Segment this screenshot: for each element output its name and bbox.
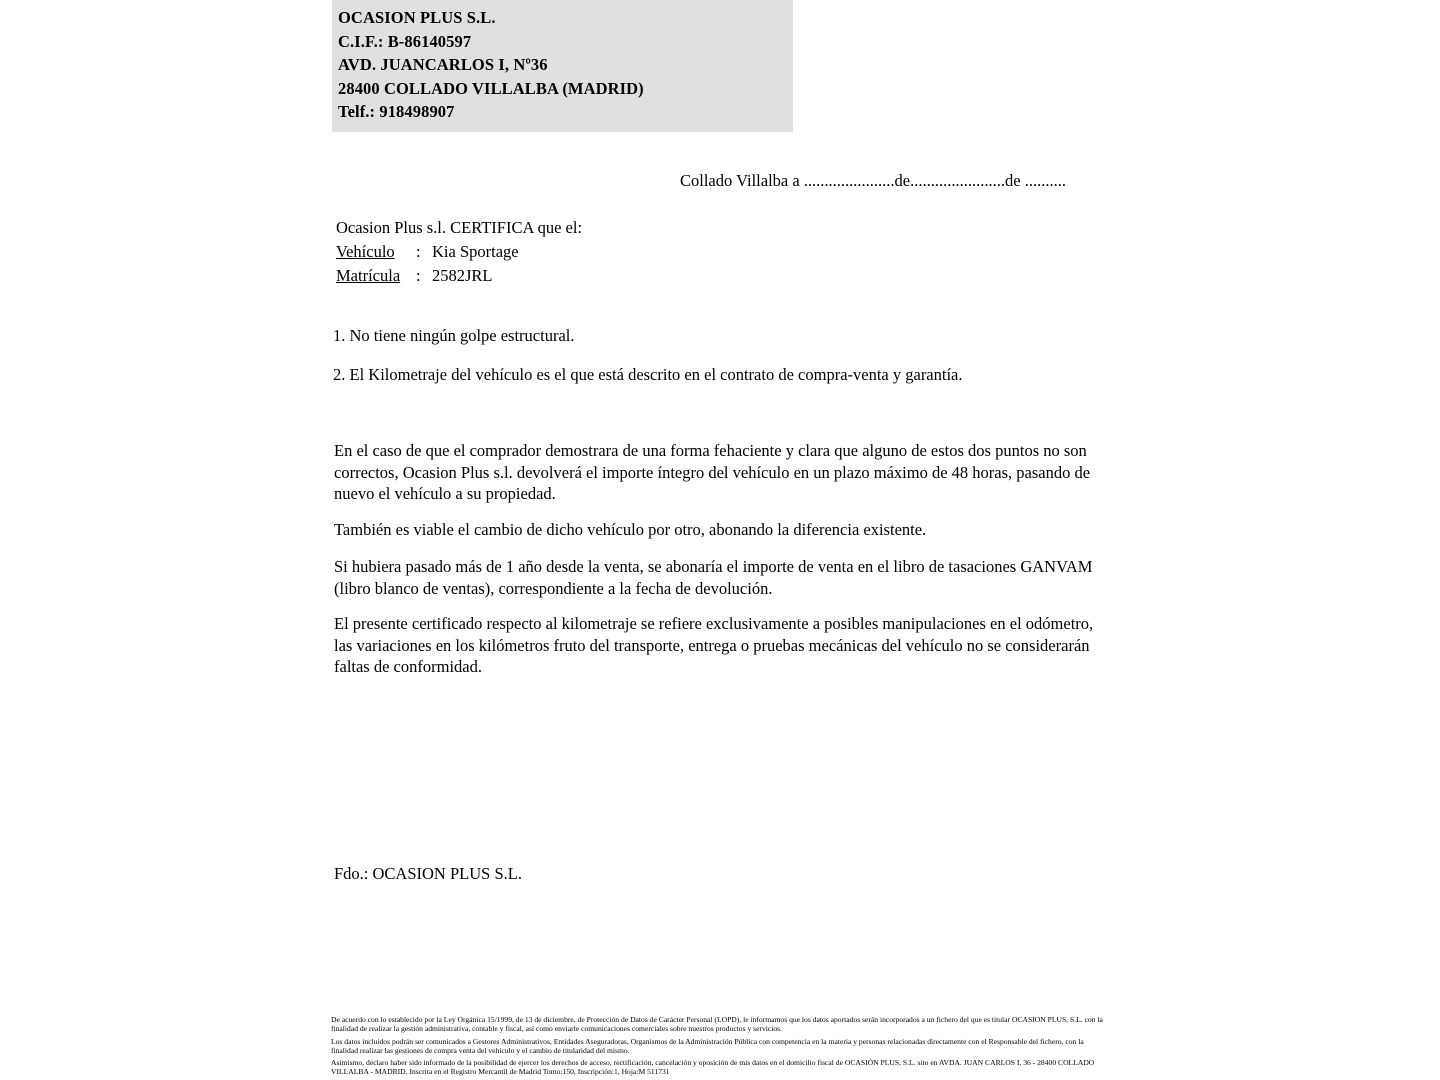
plate-value: 2582JRL	[432, 266, 493, 285]
paragraph-odometer-scope: El presente certificado respecto al kilometraje se refiere exclusivamente a posibles manipulaciones en el odómetro, las variaciones en los kilómetros fruto del transporte, entrega o pruebas mecánicas del vehículo no se considerarán faltas de conformidad.	[334, 614, 1094, 676]
vehicle-value: Kia Sportage	[432, 242, 519, 261]
company-city: 28400 COLLADO VILLALBA (MADRID)	[338, 78, 644, 98]
company-cif: C.I.F.: B-86140597	[338, 31, 472, 51]
certificate-intro: Ocasion Plus s.l. CERTIFICA que el:	[336, 218, 583, 237]
plate-label: Matrícula	[336, 266, 401, 285]
date-line: Collado Villalba a ......................de.......................de ..........	[680, 171, 1066, 190]
plate-separator: :	[416, 266, 421, 285]
company-name: OCASION PLUS S.L.	[338, 8, 496, 27]
paragraph-refund-conditions: En el caso de que el comprador demostrara de una forma fehaciente y clara que alguno de estos dos puntos no son correctos, Ocasion Plus s.l. devolverá el importe íntegro del vehículo en un plazo máximo de 48 horas, pasando de nuevo el vehículo a su propiedad.	[334, 441, 1091, 503]
vehicle-separator: :	[416, 242, 421, 261]
signature-line: Fdo.: OCASION PLUS S.L.	[334, 864, 522, 883]
paragraph-exchange-option: También es viable el cambio de dicho vehículo por otro, abonando la diferencia existente.	[334, 520, 927, 539]
legal-notice	[331, 1015, 1106, 1077]
point-item-2: 2. El Kilometraje del vehículo es el que está descrito en el contrato de compra-venta y garantía.	[333, 365, 963, 384]
legal-paragraph-2: Los datos incluidos podrán ser comunicados a Gestores Administrativos, Entidades Aseguradoras, Organismos de la Administración Pública con competencia en la materia y personas relacionadas directamente con el Responsable del fichero, con la finalidad realizar las gestiones de compra venta del vehículo y el cambio de titularidad del mismo.	[331, 1036, 1084, 1055]
legal-paragraph-1: De acuerdo con lo establecido por la Ley Orgánica 15/1999, de 13 de diciembre, de Protección de Datos de Carácter Personal (LOPD), le informamos que los datos aportados serán incorporados a un fichero del que es titular OCASION PLUS, S.L. con la finalidad de realizar la gestión administrativa, contable y fiscal, así como enviarle comunicaciones comerciales sobre nuestros productos y servicios.	[331, 1015, 1103, 1034]
vehicle-row	[336, 240, 582, 264]
plate-row	[336, 264, 582, 288]
company-address: AVD. JUANCARLOS I, Nº36	[338, 55, 548, 74]
legal-paragraph-3: Asimismo, declaro haber sido informado de la posibilidad de ejercer los derechos de acceso, rectificación, cancelación y oposición de mis datos en el domicilio fiscal de OCASIÓN PLUS, S.L. sito en AVDA. JUAN CARLOS I, 36 - 28400 COLLADO VILLALBA - MADRID. Inscrita en el Registro Mercantil de Madrid Tomo:150, Inscripción:1, Hoja:M 511731	[331, 1058, 1095, 1077]
vehicle-label: Vehículo	[336, 242, 395, 261]
point-item-1: 1. No tiene ningún golpe estructural.	[333, 326, 575, 345]
paragraph-one-year-clause: Si hubiera pasado más de 1 año desde la venta, se abonaría el importe de venta en el libro de tasaciones GANVAM (libro blanco de ventas), correspondiente a la fecha de devolución.	[334, 557, 1093, 598]
letterhead-block	[332, 0, 793, 132]
certificate-block	[336, 216, 582, 288]
company-phone: Telf.: 918498907	[338, 102, 455, 121]
